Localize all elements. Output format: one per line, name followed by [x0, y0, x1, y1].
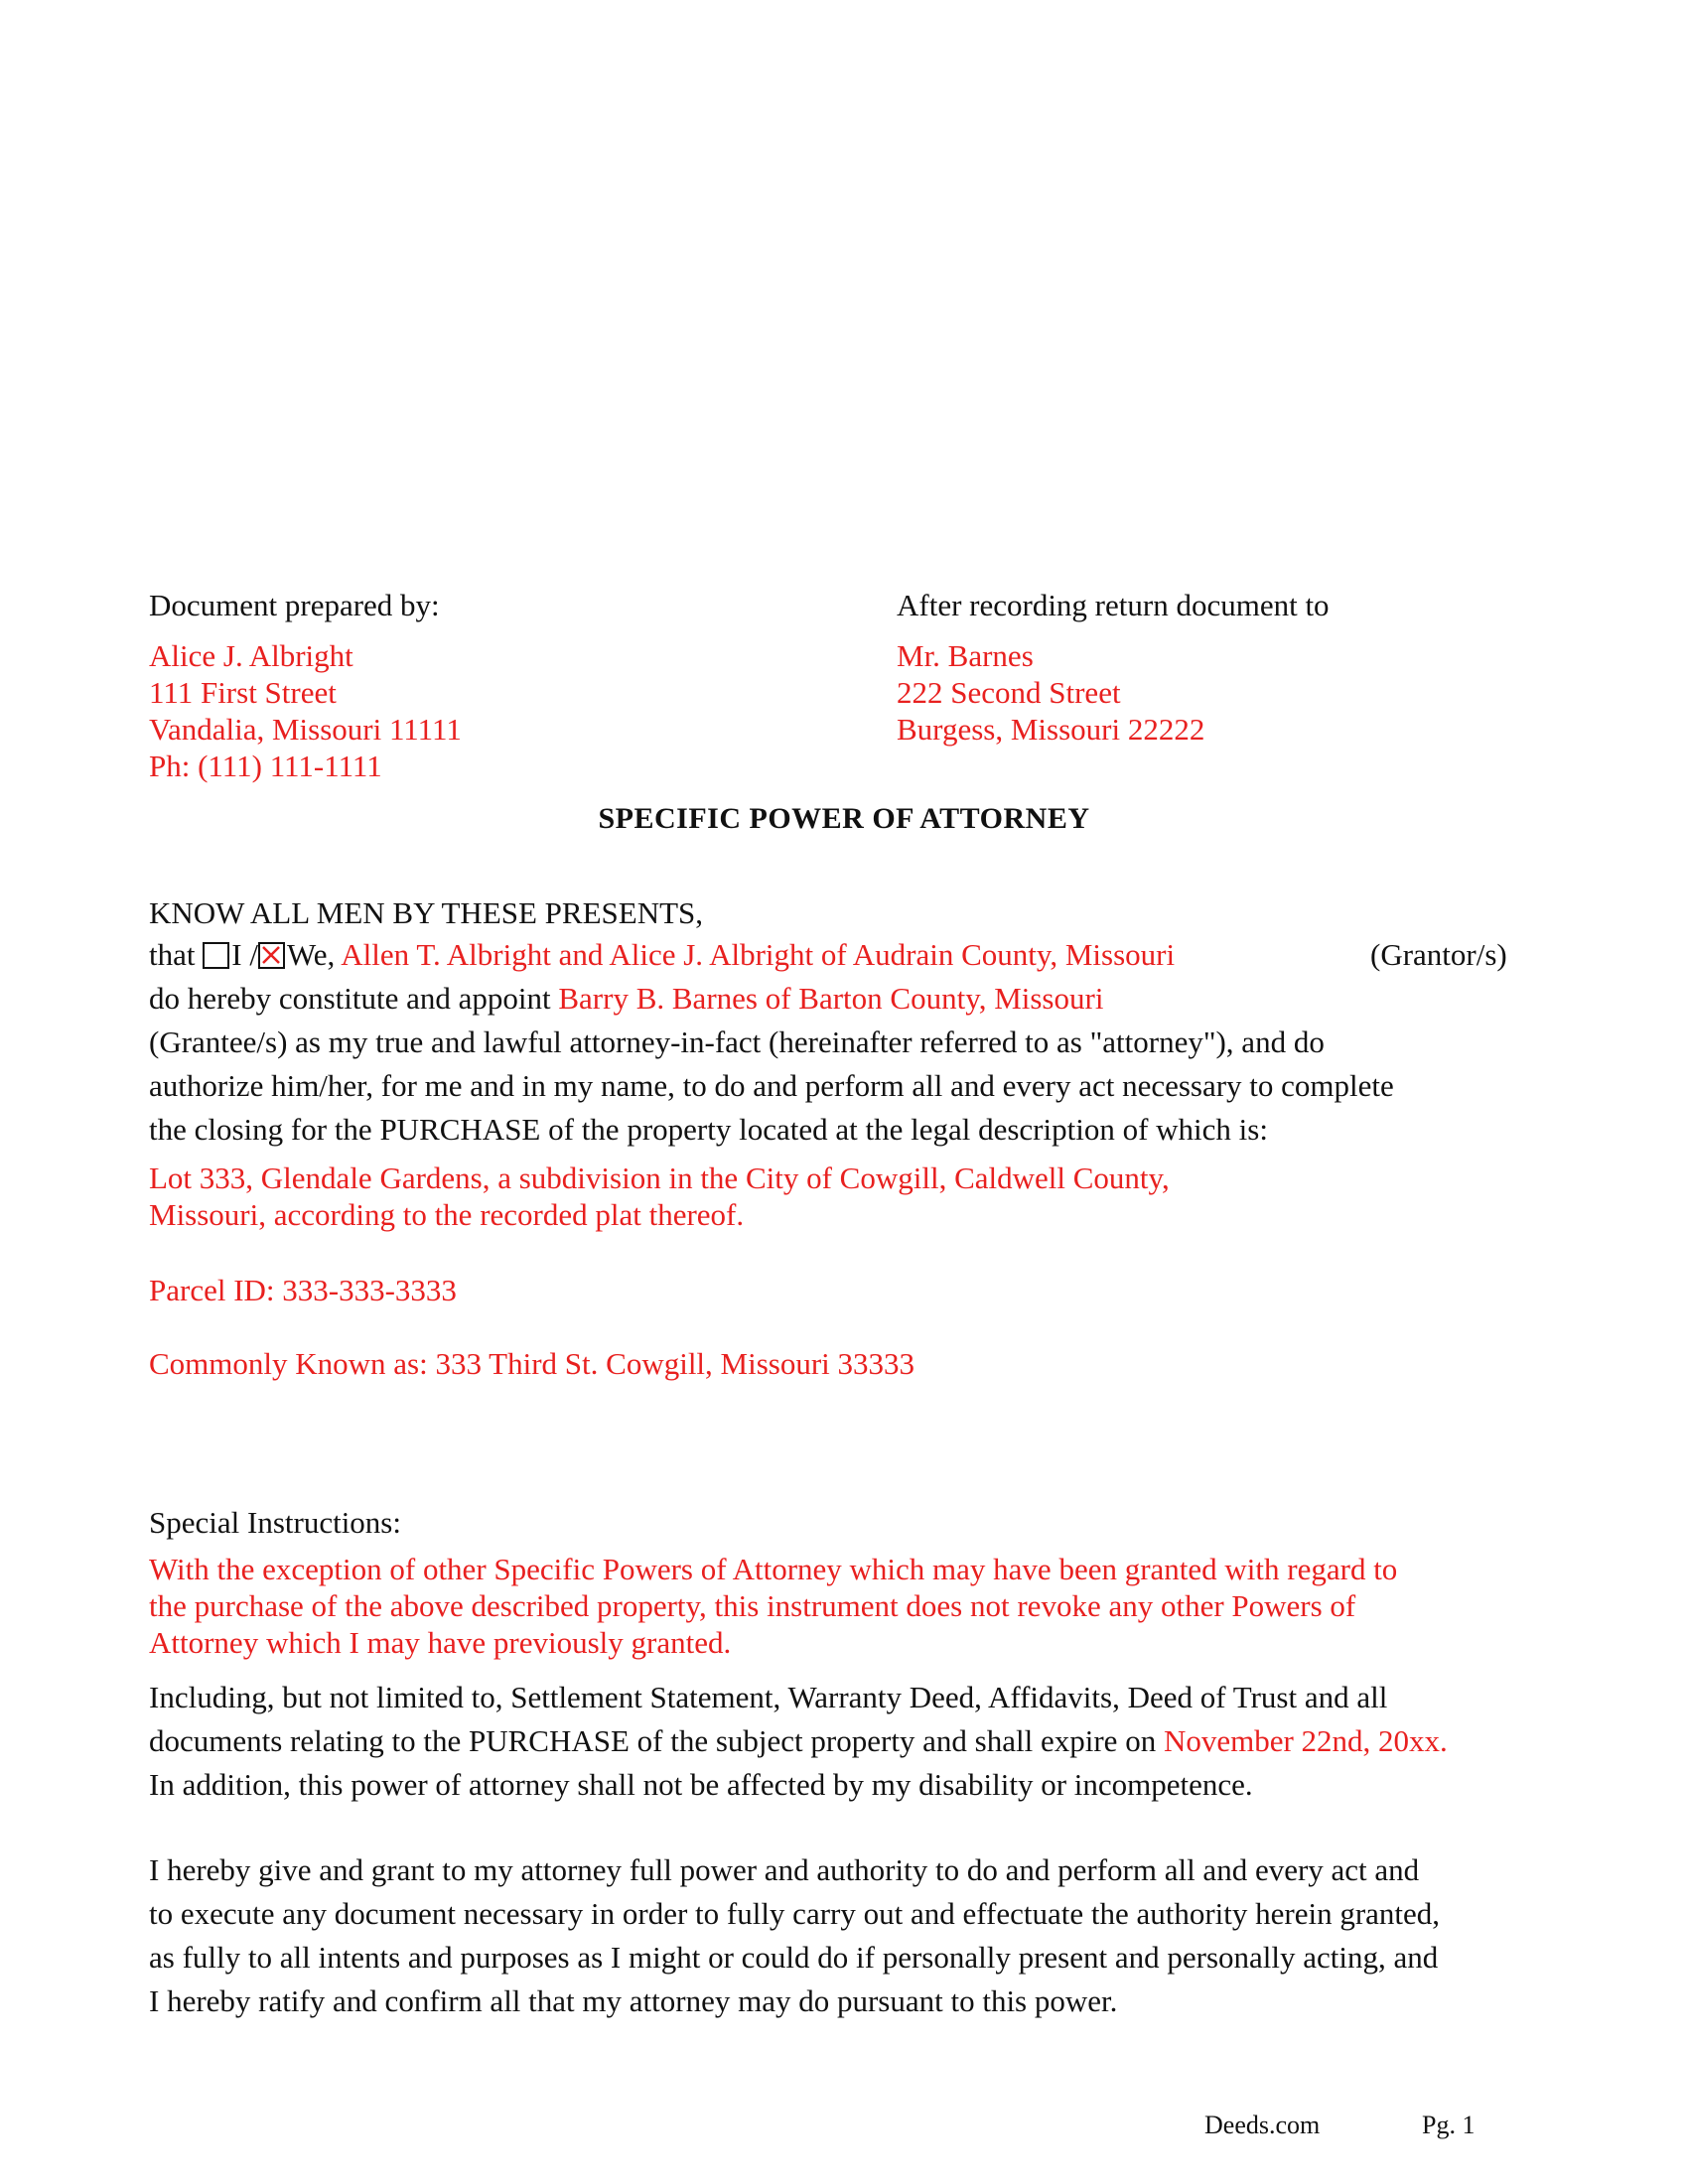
- paragraph-line: to execute any document necessary in order to fully carry out and effectuate the authority herein granted,: [149, 1896, 1441, 1931]
- paragraph-line: authorize him/her, for me and in my name, to do and perform all and every act necessary to complete: [149, 1068, 1394, 1103]
- grant-paragraph: [149, 1848, 1440, 2023]
- return-to-address: [897, 637, 1204, 748]
- prepared-by-label: Document prepared by:: [149, 588, 440, 622]
- paragraph-line: In addition, this power of attorney shall not be affected by my disability or incompetence.: [149, 1767, 1253, 1802]
- special-line: Attorney which I may have previously granted.: [149, 1625, 732, 1660]
- expire-prefix: documents relating to the PURCHASE of the subject property and shall expire on: [149, 1723, 1157, 1758]
- paragraph-line: the closing for the PURCHASE of the property located at the legal description of which is:: [149, 1112, 1268, 1147]
- paragraph-line: as fully to all intents and purposes as I might or could do if personally present and personally acting, and: [149, 1940, 1439, 1975]
- legal-description: [149, 1160, 1170, 1233]
- prepared-by-address: [149, 637, 462, 784]
- prepared-by-line: Ph: (111) 111-1111: [149, 749, 382, 783]
- return-to-line: 222 Second Street: [897, 675, 1121, 710]
- prepared-by-line: Vandalia, Missouri 11111: [149, 712, 462, 747]
- appoint-line: [149, 977, 1103, 1021]
- checkbox-x-icon: [260, 944, 282, 966]
- paragraph-line: (Grantee/s) as my true and lawful attorney-in-fact (hereinafter referred to as "attorney"), and do: [149, 1024, 1325, 1059]
- paragraph-line: I hereby give and grant to my attorney full power and authority to do and perform all and every act and: [149, 1852, 1420, 1887]
- option-we-label: We,: [286, 937, 336, 972]
- option-i-checkbox[interactable]: [203, 942, 229, 969]
- footer-site: Deeds.com: [1204, 2111, 1321, 2139]
- option-i-label: I /: [231, 937, 258, 972]
- paragraph-line: I hereby ratify and confirm all that my attorney may do pursuant to this power.: [149, 1983, 1118, 2018]
- footer-page-number: Pg. 1: [1422, 2111, 1476, 2139]
- grantees-field: Barry B. Barnes of Barton County, Missouri: [558, 981, 1104, 1016]
- grantor-tag: (Grantor/s): [1370, 937, 1507, 972]
- return-to-line: Mr. Barnes: [897, 638, 1034, 673]
- special-line: the purchase of the above described property, this instrument does not revoke any other Powers of: [149, 1588, 1356, 1623]
- special-line: With the exception of other Specific Powers of Attorney which may have been granted with regard to: [149, 1552, 1398, 1586]
- paragraph-line: [149, 1719, 1448, 1763]
- prepared-by-line: 111 First Street: [149, 675, 337, 710]
- paragraph-line: Including, but not limited to, Settlement Statement, Warranty Deed, Affidavits, Deed of Trust and all: [149, 1680, 1388, 1714]
- know-all-men-line: KNOW ALL MEN BY THESE PRESENTS,: [149, 895, 704, 930]
- document-title: SPECIFIC POWER OF ATTORNEY: [598, 802, 1090, 835]
- expiration-date: November 22nd, 20xx.: [1163, 1723, 1448, 1758]
- that-word: that: [149, 937, 196, 972]
- appoint-text: do hereby constitute and appoint: [149, 981, 551, 1016]
- return-to-line: Burgess, Missouri 22222: [897, 712, 1205, 747]
- commonly-known-as: Commonly Known as: 333 Third St. Cowgill, Missouri 33333: [149, 1346, 915, 1381]
- legal-line: Lot 333, Glendale Gardens, a subdivision in the City of Cowgill, Caldwell County,: [149, 1160, 1170, 1195]
- special-instructions-text: [149, 1551, 1397, 1661]
- legal-line: Missouri, according to the recorded plat thereof.: [149, 1197, 745, 1232]
- special-instructions-label: Special Instructions:: [149, 1505, 401, 1540]
- grantors-field: Allen T. Albright and Alice J. Albright of Audrain County, Missouri: [341, 937, 1176, 972]
- option-we-checkbox[interactable]: [258, 942, 285, 969]
- prepared-by-line: Alice J. Albright: [149, 638, 353, 673]
- authorization-paragraph: [149, 1021, 1539, 1152]
- including-paragraph: [149, 1676, 1448, 1807]
- parcel-id: Parcel ID: 333-333-3333: [149, 1273, 457, 1307]
- grantor-line: [149, 933, 1175, 977]
- return-to-label: After recording return document to: [897, 588, 1330, 622]
